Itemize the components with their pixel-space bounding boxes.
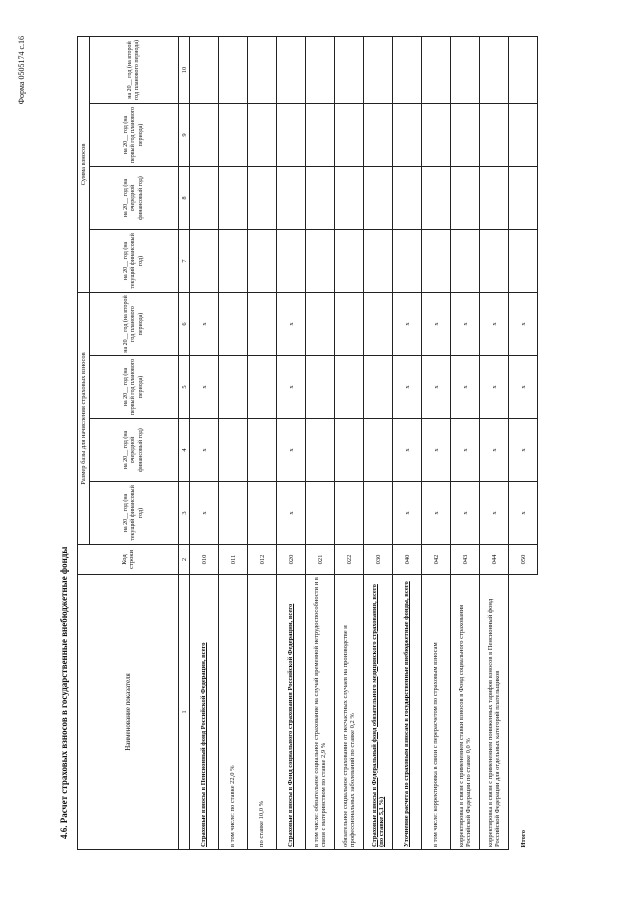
value-cell[interactable]: x	[451, 419, 480, 482]
value-cell[interactable]: x	[393, 293, 422, 356]
value-cell[interactable]	[393, 230, 422, 293]
value-cell[interactable]	[306, 293, 335, 356]
header-amount-year-next: на 20__ год (на очередной финансовый год)	[90, 167, 179, 230]
value-cell[interactable]: x	[190, 419, 219, 482]
indicator-name: Страховые взносы в Пенсионный фонд Российской Федерации, всего	[190, 575, 219, 850]
row-code: 043	[451, 545, 480, 575]
header-amount-year-first: на 20__ год (на первый год планового периода)	[90, 104, 179, 167]
column-number: 9	[179, 104, 190, 167]
table-row	[277, 36, 306, 849]
row-code: 020	[277, 545, 306, 575]
column-number: 7	[179, 230, 190, 293]
value-cell[interactable]: x	[393, 482, 422, 545]
row-code: 010	[190, 545, 219, 575]
value-cell[interactable]	[364, 230, 393, 293]
value-cell[interactable]	[335, 167, 364, 230]
value-cell[interactable]	[306, 36, 335, 103]
header-amount-year-current: на 20__ год (на текущий финансовый год)	[90, 230, 179, 293]
value-cell[interactable]	[509, 167, 538, 230]
value-cell[interactable]	[364, 482, 393, 545]
row-code: 040	[393, 545, 422, 575]
indicator-name: Страховые взносы в Фонд социального страхования Российской Федерации, всего	[277, 575, 306, 850]
column-number: 10	[179, 36, 190, 103]
value-cell[interactable]	[509, 36, 538, 103]
value-cell[interactable]: x	[277, 356, 306, 419]
column-number: 3	[179, 482, 190, 545]
value-cell[interactable]: x	[480, 293, 509, 356]
value-cell[interactable]	[248, 293, 277, 356]
header-year-second: на 20__ год (на второй год планового периода)	[90, 293, 179, 356]
indicator-name: в том числе: корректировка в связи с перерасчетом по страховым взносам	[422, 575, 451, 850]
value-cell[interactable]	[219, 419, 248, 482]
indicator-name: в том числе: по ставке 22,0 %	[219, 575, 248, 850]
table-row	[248, 36, 277, 849]
value-cell[interactable]: x	[480, 419, 509, 482]
value-cell[interactable]: x	[277, 482, 306, 545]
value-cell[interactable]: x	[451, 482, 480, 545]
table-row	[480, 36, 509, 849]
value-cell[interactable]	[306, 482, 335, 545]
value-cell[interactable]	[248, 230, 277, 293]
value-cell[interactable]	[335, 230, 364, 293]
value-cell[interactable]	[277, 36, 306, 103]
value-cell[interactable]	[306, 167, 335, 230]
table-row	[190, 36, 219, 849]
table-row	[393, 36, 422, 849]
value-cell[interactable]	[219, 104, 248, 167]
value-cell[interactable]: x	[422, 482, 451, 545]
value-cell[interactable]	[480, 104, 509, 167]
value-cell[interactable]	[393, 104, 422, 167]
value-cell[interactable]	[248, 36, 277, 103]
value-cell[interactable]	[393, 36, 422, 103]
value-cell[interactable]	[335, 104, 364, 167]
value-cell[interactable]: x	[277, 419, 306, 482]
row-code: 022	[335, 545, 364, 575]
header-amount-year-second: на 20__ год (на второй год планового периода)	[90, 36, 179, 103]
table-row	[451, 36, 480, 849]
value-cell[interactable]: x	[393, 356, 422, 419]
value-cell[interactable]	[422, 36, 451, 103]
form-number: Форма 0505174 с.16	[17, 36, 26, 105]
row-code: 044	[480, 545, 509, 575]
value-cell[interactable]	[335, 419, 364, 482]
value-cell[interactable]	[190, 167, 219, 230]
table-row	[306, 36, 335, 849]
row-code: 030	[364, 545, 393, 575]
table-row	[219, 36, 248, 849]
value-cell[interactable]	[219, 230, 248, 293]
value-cell[interactable]	[451, 36, 480, 103]
value-cell[interactable]	[219, 36, 248, 103]
value-cell[interactable]	[422, 230, 451, 293]
indicator-name: Страховые взносы в Федеральный фонд обязательного медицинского страхования, всего (по ставке 5,1 %)	[364, 575, 393, 850]
total-label: Итого	[519, 830, 527, 848]
column-number: 2	[179, 545, 190, 575]
row-code: 012	[248, 545, 277, 575]
header-year-first: на 20__ год (на первый год планового периода)	[90, 356, 179, 419]
value-cell[interactable]	[364, 356, 393, 419]
value-cell[interactable]	[277, 230, 306, 293]
value-cell[interactable]	[422, 104, 451, 167]
value-cell[interactable]	[248, 167, 277, 230]
value-cell[interactable]	[422, 167, 451, 230]
value-cell[interactable]	[451, 104, 480, 167]
value-cell[interactable]	[306, 419, 335, 482]
value-cell[interactable]: x	[509, 293, 538, 356]
value-cell[interactable]	[190, 36, 219, 103]
column-number-row	[179, 36, 190, 849]
header-rate-group: Размер базы для начисления страховых взносов	[78, 293, 90, 545]
value-cell[interactable]: x	[422, 356, 451, 419]
value-cell[interactable]	[335, 293, 364, 356]
value-cell[interactable]	[509, 230, 538, 293]
value-cell[interactable]	[480, 36, 509, 103]
value-cell[interactable]	[509, 104, 538, 167]
row-code: 042	[422, 545, 451, 575]
value-cell[interactable]: x	[190, 293, 219, 356]
column-number: 1	[179, 575, 190, 850]
value-cell[interactable]: x	[480, 482, 509, 545]
value-cell[interactable]: x	[509, 356, 538, 419]
row-code: 021	[306, 545, 335, 575]
row-code: 050	[509, 545, 538, 575]
column-number: 6	[179, 293, 190, 356]
value-cell[interactable]	[451, 230, 480, 293]
header-year-current: на 20__ год (на текущий финансовый год)	[90, 482, 179, 545]
value-cell[interactable]: x	[393, 419, 422, 482]
value-cell[interactable]	[335, 36, 364, 103]
table-row	[364, 36, 393, 849]
header-code: Код строки	[78, 545, 179, 575]
total-row	[509, 36, 538, 849]
value-cell[interactable]	[451, 167, 480, 230]
value-cell[interactable]: x	[451, 293, 480, 356]
value-cell[interactable]: x	[509, 482, 538, 545]
value-cell[interactable]	[219, 482, 248, 545]
row-code: 011	[219, 545, 248, 575]
indicator-name: корректировка в связи с применением пониженных тарифов взносов в Пенсионный фонд Российской Федерации для отдельных категорий плательщиков	[480, 575, 509, 850]
indicator-name: корректировка в связи с применением ставки взносов в Фонд социального страхования Российской Федерации по ставке 0,0 %	[451, 575, 480, 850]
value-cell[interactable]	[480, 167, 509, 230]
value-cell[interactable]	[248, 419, 277, 482]
value-cell[interactable]: x	[451, 356, 480, 419]
value-cell[interactable]: x	[190, 482, 219, 545]
value-cell[interactable]	[364, 293, 393, 356]
value-cell[interactable]	[393, 167, 422, 230]
value-cell[interactable]: x	[190, 356, 219, 419]
value-cell[interactable]	[190, 230, 219, 293]
value-cell[interactable]	[364, 419, 393, 482]
indicator-name: обязательное социальное страхование от несчастных случаев на производстве и профессиональных заболеваний по ставке 0,2 %	[335, 575, 364, 850]
value-cell[interactable]	[364, 167, 393, 230]
value-cell[interactable]	[248, 104, 277, 167]
value-cell[interactable]	[335, 356, 364, 419]
header-indicator: Наименование показателя	[78, 575, 179, 850]
value-cell[interactable]	[248, 482, 277, 545]
contributions-table	[77, 36, 538, 850]
column-number: 4	[179, 419, 190, 482]
value-cell[interactable]	[277, 104, 306, 167]
table-row	[335, 36, 364, 849]
value-cell[interactable]	[277, 167, 306, 230]
value-cell[interactable]	[306, 356, 335, 419]
value-cell[interactable]	[306, 104, 335, 167]
value-cell[interactable]	[306, 230, 335, 293]
value-cell[interactable]: x	[480, 356, 509, 419]
value-cell[interactable]	[364, 36, 393, 103]
value-cell[interactable]	[219, 167, 248, 230]
value-cell[interactable]: x	[277, 293, 306, 356]
value-cell[interactable]: x	[422, 293, 451, 356]
value-cell[interactable]	[248, 356, 277, 419]
value-cell[interactable]	[335, 482, 364, 545]
contributions-table-container	[77, 37, 607, 850]
value-cell[interactable]	[219, 293, 248, 356]
value-cell[interactable]	[219, 356, 248, 419]
indicator-name: по ставке 10,0 %	[248, 575, 277, 850]
value-cell[interactable]	[364, 104, 393, 167]
value-cell[interactable]: x	[509, 419, 538, 482]
value-cell[interactable]	[480, 230, 509, 293]
header-year-next: на 20__ год (на очередной финансовый год)	[90, 419, 179, 482]
value-cell[interactable]: x	[422, 419, 451, 482]
section-title: 4.6. Расчет страховых взносов в государственные внебюджетные фонды	[59, 546, 69, 839]
header-amount-group: Сумма взносов	[78, 36, 90, 292]
indicator-name: в том числе: обязательное социальное страхование на случай временной нетрудоспособности и в связи с материнством по ставке 2,9 %	[306, 575, 335, 850]
indicator-name: Уточнение расчета по страховым взносам в государственные внебюджетные фонды, всего	[393, 575, 422, 850]
column-number: 8	[179, 167, 190, 230]
value-cell[interactable]	[190, 104, 219, 167]
column-number: 5	[179, 356, 190, 419]
table-row	[422, 36, 451, 849]
